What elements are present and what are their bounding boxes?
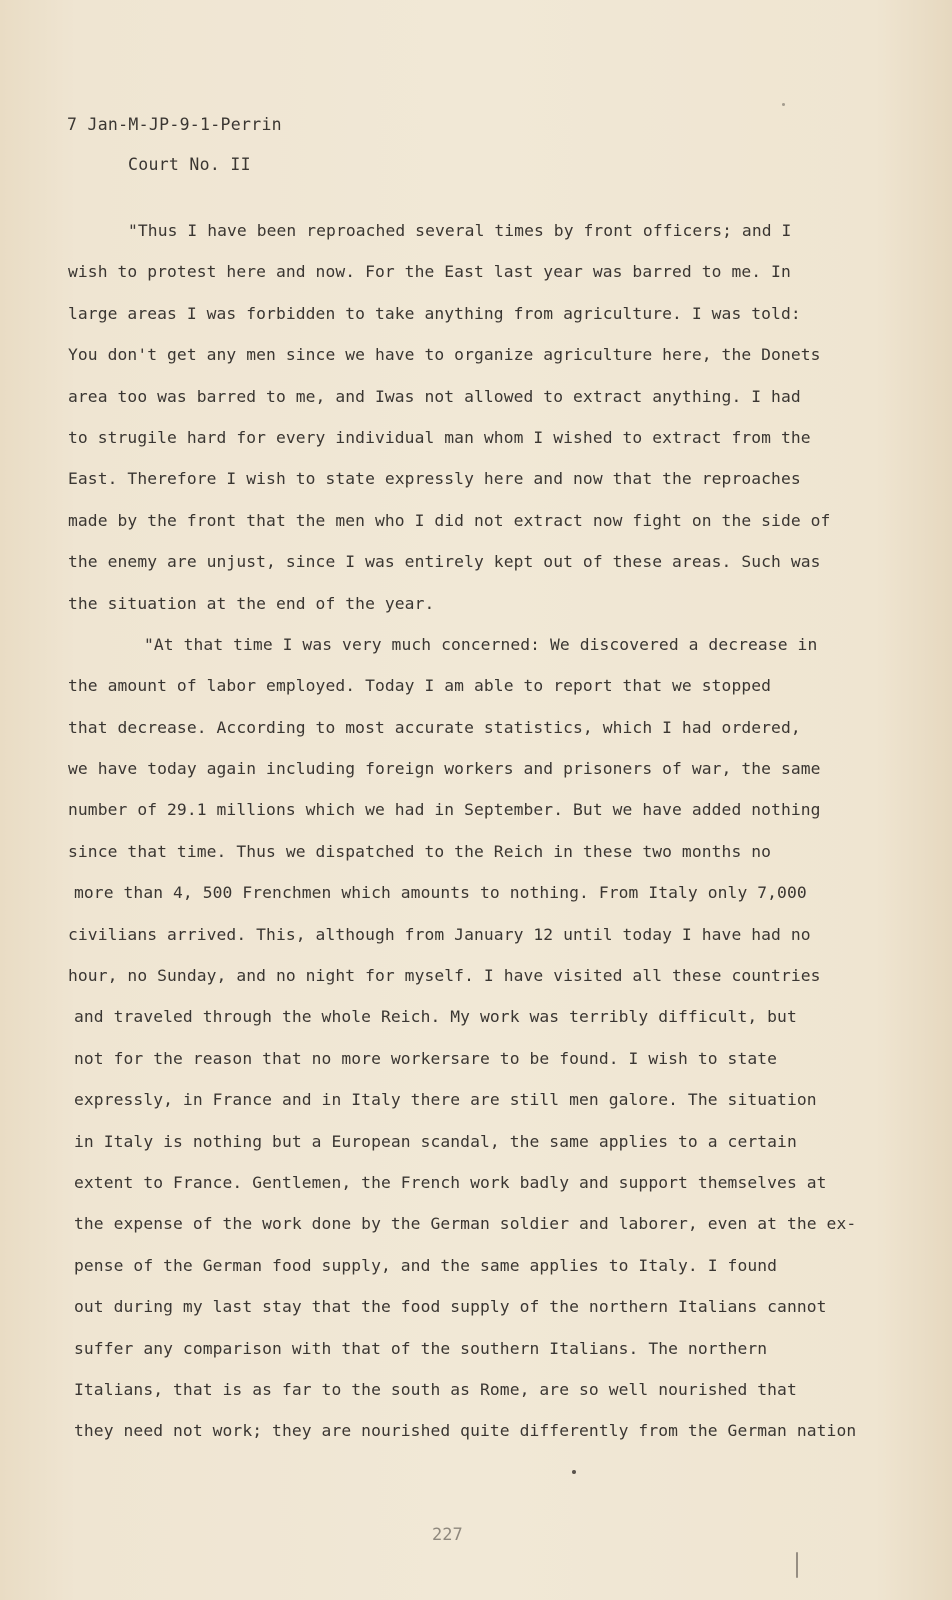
text-line: East. Therefore I wish to state expressly here and now that the reproaches xyxy=(68,469,801,489)
text-line: since that time. Thus we dispatched to the Reich in these two months no xyxy=(68,841,772,861)
text-line: the situation at the end of the year. xyxy=(68,593,435,613)
text-line: the amount of labor employed. Today I am able to report that we stopped xyxy=(68,676,772,696)
text-line: suffer any comparison with that of the southern Italians. The northern xyxy=(74,1338,768,1358)
text-line: more than 4, 500 Frenchmen which amounts to nothing. From Italy only 7,000 xyxy=(74,883,807,903)
text-line: Italians, that is as far to the south as Rome, are so well nourished that xyxy=(74,1379,797,1399)
document-body xyxy=(68,210,888,1452)
text-line: number of 29.1 millions which we had in September. But we have added nothing xyxy=(68,800,821,820)
text-line: expressly, in France and in Italy there are still men galore. The situation xyxy=(74,1090,817,1110)
text-line: wish to protest here and now. For the East last year was barred to me. In xyxy=(68,262,791,282)
text-line: civilians arrived. This, although from January 12 until today I have had no xyxy=(68,924,811,944)
text-line: to strugile hard for every individual man whom I wished to extract from the xyxy=(68,427,811,447)
text-line: large areas I was forbidden to take anything from agriculture. I was told: xyxy=(68,303,801,323)
text-line: "At that time I was very much concerned: We discovered a decrease in xyxy=(144,634,818,654)
ink-mark-margin xyxy=(796,1552,798,1578)
text-line: the expense of the work done by the German soldier and laborer, even at the ex- xyxy=(74,1214,857,1234)
text-line: made by the front that the men who I did not extract now fight on the side of xyxy=(68,510,831,530)
text-line: not for the reason that no more workersare to be found. I wish to state xyxy=(74,1048,778,1068)
text-line: we have today again including foreign workers and prisoners of war, the same xyxy=(68,759,821,779)
text-line: the enemy are unjust, since I was entirely kept out of these areas. Such was xyxy=(68,552,821,572)
ink-speck xyxy=(782,103,785,106)
text-line: pense of the German food supply, and the same applies to Italy. I found xyxy=(74,1255,778,1275)
ink-speck xyxy=(572,1470,576,1474)
document-reference: 7 Jan-M-JP-9-1-Perrin xyxy=(67,115,282,134)
text-line: area too was barred to me, and Iwas not allowed to extract anything. I had xyxy=(68,386,801,406)
court-label: Court No. II xyxy=(128,155,251,174)
text-line: in Italy is nothing but a European scandal, the same applies to a certain xyxy=(74,1131,797,1151)
text-line: that decrease. According to most accurate statistics, which I had ordered, xyxy=(68,717,801,737)
page-number: 227 xyxy=(432,1525,463,1545)
text-line: hour, no Sunday, and no night for myself. I have visited all these countries xyxy=(68,966,821,986)
text-line: they need not work; they are nourished quite differently from the German nation xyxy=(74,1421,857,1441)
text-line: extent to France. Gentlemen, the French work badly and support themselves at xyxy=(74,1172,827,1192)
text-line: and traveled through the whole Reich. My work was terribly difficult, but xyxy=(74,1007,797,1027)
text-line: "Thus I have been reproached several times by front officers; and I xyxy=(128,221,792,240)
text-line: out during my last stay that the food supply of the northern Italians cannot xyxy=(74,1297,827,1317)
text-line: You don't get any men since we have to organize agriculture here, the Donets xyxy=(68,345,821,365)
